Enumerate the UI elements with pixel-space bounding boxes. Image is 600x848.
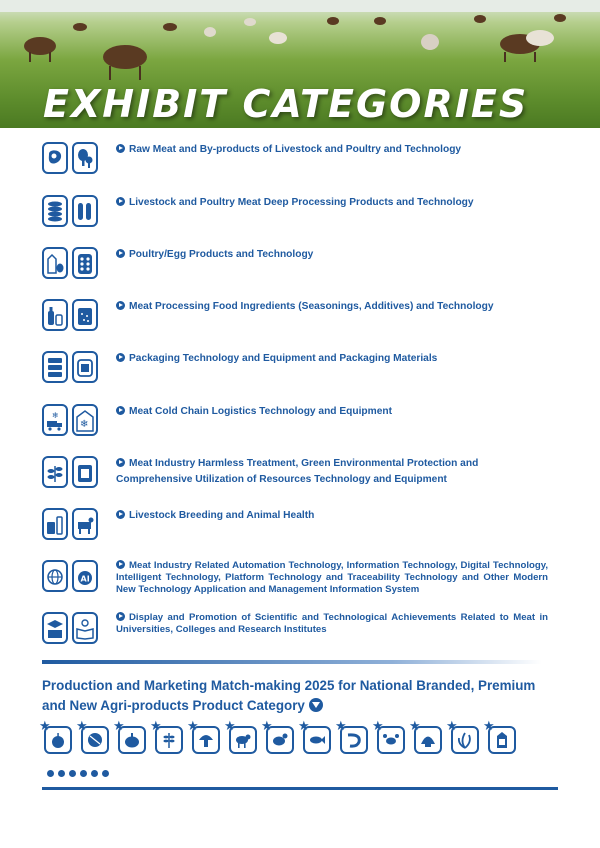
play-bullet-icon [116,301,125,310]
star-icon: ★ [335,718,347,733]
dot [80,770,87,777]
star-icon: ★ [261,718,273,733]
star-icon: ★ [483,718,495,733]
category-label: Meat Industry Harmless Treatment, Green Environmental Protection and Comprehensive Utilization of Resources Technology and Equipment [116,458,479,485]
category-green-environment [42,456,552,502]
category-label: Livestock Breeding and Animal Health [116,508,548,524]
crab-icon [372,718,405,754]
cold-storage-icon [72,404,98,436]
category-label: Meat Processing Food Ingredients (Seasonings, Additives) and Technology [116,299,548,315]
category-packaging [42,351,552,397]
dot [58,770,65,777]
category-cold-chain [42,404,552,450]
star-icon: ★ [446,718,458,733]
steak-icon [42,142,68,174]
play-bullet-icon [116,353,125,362]
egg-tray-icon [72,247,98,279]
divider-top [42,660,542,664]
packaging-machine-icon [72,351,98,383]
open-book-lightbulb-icon [72,612,98,644]
dot [47,770,54,777]
star-icon: ★ [409,718,421,733]
seaweed-icon [446,718,479,754]
category-label: Meat Industry Related Automation Technology, Information Technology, Digital Technology, Intelligent Technology, Platform Technology and Traceability Technology and Other Modern New Technology Application and Management Information System [116,560,548,595]
graduation-book-icon [42,612,68,644]
ai-chip-icon [72,560,98,592]
category-scientific-achievements [42,612,552,658]
milk-carton-egg-icon [42,247,68,279]
star-icon: ★ [76,718,88,733]
apple-icon [39,718,72,754]
star-icon: ★ [113,718,125,733]
play-bullet-icon [116,144,125,153]
svg-text:AI: AI [80,574,90,584]
sausage-slices-icon [42,195,68,227]
category-raw-meat [42,142,552,188]
divider-bottom [42,787,558,790]
milk-box-icon [483,718,516,754]
drumstick-icon [72,142,98,174]
star-icon: ★ [224,718,236,733]
star-icon: ★ [372,718,384,733]
stacked-packages-icon [42,351,68,383]
shrimp-icon [335,718,368,754]
play-bullet-icon [116,510,125,519]
leaf-icon [42,456,68,488]
category-label: Display and Promotion of Scientific and Technological Achievements Related to Meat in Universities, Colleges and Research Institutes [116,612,548,635]
pumpkin-icon [113,718,146,754]
dot [102,770,109,777]
star-icon: ★ [150,718,162,733]
star-icon: ★ [187,718,199,733]
category-label: Poultry/Egg Products and Technology [116,247,548,263]
mushroom-icon [187,718,220,754]
cow-icon [72,508,98,540]
spice-jar-icon [72,299,98,331]
svg-text:❄: ❄ [52,411,59,420]
svg-text:❄: ❄ [80,419,89,430]
dot [91,770,98,777]
play-bullet-icon [116,249,125,258]
sausage-links-icon [72,195,98,227]
play-bullet-icon [116,406,125,415]
play-bullet-icon [116,560,125,569]
category-automation [42,560,552,606]
wheat-icon [150,718,183,754]
play-bullet-icon [116,197,125,206]
match-making-title: Production and Marketing Match-making 2025 for National Branded, Premium and New Agri-products Product Category [42,678,536,713]
page-title: EXHIBIT CATEGORIES [43,82,529,126]
category-label: Packaging Technology and Equipment and Packaging Materials [116,351,548,367]
fish-icon [298,718,331,754]
seasoning-bottle-icon [42,299,68,331]
sheep-icon [224,718,257,754]
category-ingredients [42,299,552,345]
recycle-bag-icon [72,456,98,488]
play-bullet-icon [116,458,125,467]
chevron-down-icon [309,698,323,712]
header-banner [0,0,600,128]
category-breeding [42,508,552,554]
category-label: Meat Cold Chain Logistics Technology and Equipment [116,404,548,420]
melon-icon [76,718,109,754]
category-poultry-egg [42,247,552,293]
star-icon: ★ [39,718,51,733]
chicken-icon [261,718,294,754]
dot [69,770,76,777]
star-icon: ★ [298,718,310,733]
category-deep-processing [42,195,552,241]
globe-network-icon [42,560,68,592]
category-label: Raw Meat and By-products of Livestock and Poultry and Technology [116,142,548,158]
category-label: Livestock and Poultry Meat Deep Processing Products and Technology [116,195,548,211]
play-bullet-icon [116,612,125,621]
medicine-vials-icon [42,508,68,540]
cold-truck-icon [42,404,68,436]
shell-icon [409,718,442,754]
